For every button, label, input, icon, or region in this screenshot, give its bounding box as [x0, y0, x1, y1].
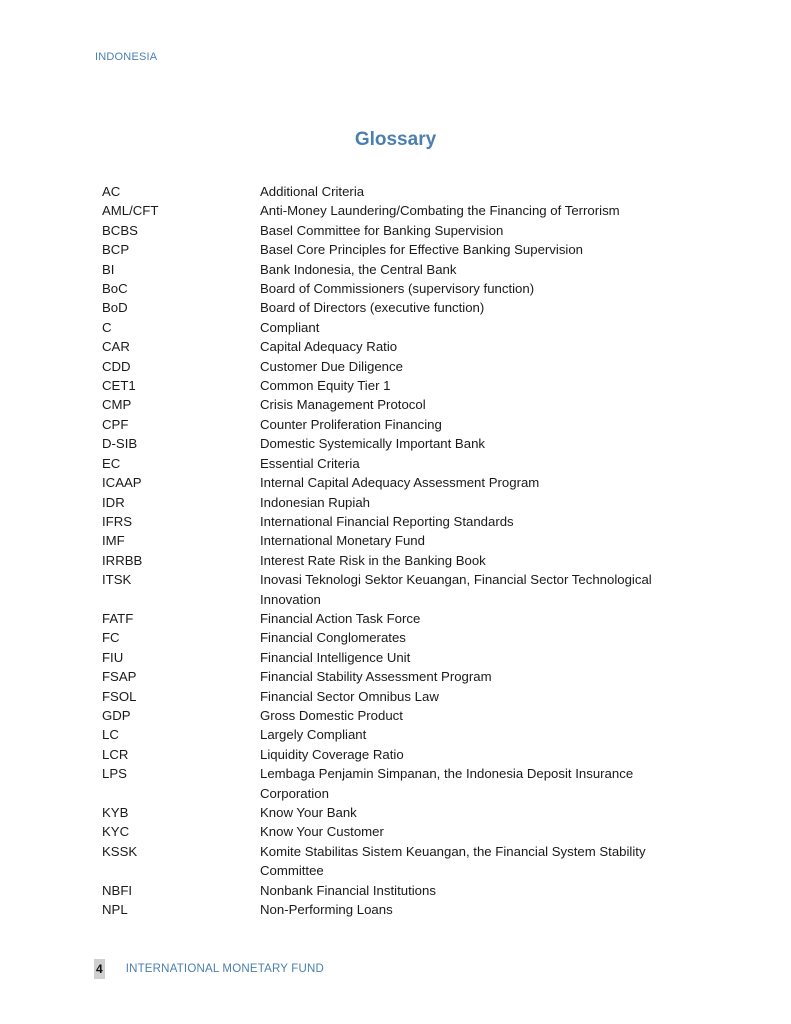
page-footer — [94, 959, 324, 979]
glossary-abbreviation: CAR — [102, 339, 130, 355]
glossary-entry — [102, 803, 702, 822]
glossary-abbreviation: ITSK — [102, 572, 132, 588]
glossary-abbreviation: FSOL — [102, 688, 137, 704]
glossary-abbreviation: BoD — [102, 300, 128, 316]
glossary-entry — [102, 687, 702, 706]
glossary-definition: Know Your Bank — [260, 805, 357, 820]
glossary-definition: Board of Commissioners (supervisory function) — [260, 281, 535, 297]
glossary-definition: Internal Capital Adequacy Assessment Program — [260, 475, 540, 491]
glossary-definition: Domestic Systemically Important Bank — [260, 436, 485, 452]
glossary-definition: Basel Committee for Banking Supervision — [260, 222, 504, 238]
glossary-definition: Common Equity Tier 1 — [260, 378, 391, 394]
glossary-abbreviation: FATF — [102, 610, 134, 626]
glossary-abbreviation: C — [102, 319, 112, 335]
glossary-definition: Financial Sector Omnibus Law — [260, 688, 439, 704]
glossary-definition: Customer Due Diligence — [260, 358, 403, 374]
glossary-definition: Indonesian Rupiah — [260, 494, 370, 510]
glossary-entry — [102, 551, 702, 570]
page-number: 4 — [94, 959, 105, 979]
glossary-entry — [102, 337, 702, 356]
glossary-abbreviation: CET1 — [102, 378, 136, 394]
glossary-entry — [102, 357, 702, 376]
glossary-abbreviation: D-SIB — [102, 436, 138, 452]
glossary-definition: Additional Criteria — [260, 184, 365, 199]
glossary-entry — [102, 531, 702, 550]
glossary-abbreviation: LC — [102, 727, 119, 743]
glossary-abbreviation: GDP — [102, 707, 131, 723]
glossary-entry — [102, 628, 702, 647]
glossary-entry — [102, 493, 702, 512]
running-header: INDONESIA — [95, 51, 158, 63]
glossary-abbreviation: BCP — [102, 242, 130, 258]
glossary-entry — [102, 279, 702, 298]
glossary-abbreviation: KSSK — [102, 843, 138, 859]
glossary-entry — [102, 881, 702, 900]
glossary-entry — [102, 454, 702, 473]
glossary-abbreviation: AC — [102, 184, 121, 199]
glossary-entry — [102, 822, 702, 841]
glossary-definition: Gross Domestic Product — [260, 707, 403, 723]
glossary-definition: Know Your Customer — [260, 824, 384, 840]
glossary-definition: Crisis Management Protocol — [260, 397, 426, 413]
glossary-entry — [102, 842, 702, 881]
glossary-definition: International Financial Reporting Standards — [260, 513, 514, 529]
glossary-entry — [102, 376, 702, 395]
glossary-entry — [102, 395, 702, 414]
glossary-definition: International Monetary Fund — [260, 533, 425, 549]
glossary-definition: Nonbank Financial Institutions — [260, 882, 436, 898]
glossary-entry — [102, 745, 702, 764]
glossary-entry — [102, 240, 702, 259]
glossary-definition: Bank Indonesia, the Central Bank — [260, 261, 457, 277]
glossary-abbreviation: EC — [102, 455, 121, 471]
glossary-entry — [102, 725, 702, 744]
glossary-entry — [102, 201, 702, 220]
glossary-abbreviation: BoC — [102, 281, 128, 297]
glossary-entry — [102, 609, 702, 628]
glossary-abbreviation: FC — [102, 630, 120, 646]
glossary-abbreviation: KYB — [102, 805, 129, 820]
glossary-definition: Lembaga Penjamin Simpanan, the Indonesia Deposit Insurance Corporation — [260, 766, 634, 801]
glossary-entry — [102, 473, 702, 492]
glossary-entry — [102, 648, 702, 667]
glossary-abbreviation: FSAP — [102, 669, 137, 685]
glossary-entry — [102, 764, 702, 803]
glossary-definition: Interest Rate Risk in the Banking Book — [260, 552, 486, 568]
glossary-abbreviation: LPS — [102, 766, 127, 782]
glossary-entry — [102, 512, 702, 531]
glossary-definition: Non-Performing Loans — [260, 902, 393, 918]
glossary-abbreviation: LCR — [102, 746, 129, 762]
glossary-abbreviation: CMP — [102, 397, 132, 413]
glossary-abbreviation: FIU — [102, 649, 124, 665]
glossary-definition: Essential Criteria — [260, 455, 360, 471]
page-title: Glossary — [354, 129, 437, 150]
glossary-entry — [102, 706, 702, 725]
glossary-entry — [102, 318, 702, 337]
glossary-abbreviation: CPF — [102, 416, 129, 432]
glossary-abbreviation: IMF — [102, 533, 125, 549]
glossary-abbreviation: KYC — [102, 824, 130, 840]
glossary-entry — [102, 182, 702, 201]
glossary-abbreviation: ICAAP — [102, 475, 142, 491]
glossary-abbreviation: NBFI — [102, 882, 133, 898]
footer-organization: INTERNATIONAL MONETARY FUND — [125, 963, 325, 975]
glossary-abbreviation: NPL — [102, 902, 128, 918]
glossary-definition: Compliant — [260, 319, 320, 335]
glossary-definition: Komite Stabilitas Sistem Keuangan, the Financial System Stability Committee — [260, 843, 646, 879]
glossary-definition: Largely Compliant — [260, 727, 367, 743]
glossary-entry — [102, 298, 702, 317]
glossary-abbreviation: AML/CFT — [102, 203, 159, 219]
glossary-entry — [102, 570, 702, 609]
glossary-list — [102, 182, 702, 919]
glossary-entry — [102, 434, 702, 453]
glossary-abbreviation: BCBS — [102, 222, 138, 238]
glossary-definition: Financial Action Task Force — [260, 610, 421, 626]
glossary-definition: Inovasi Teknologi Sektor Keuangan, Financial Sector Technological Innovation — [260, 572, 652, 607]
glossary-definition: Basel Core Principles for Effective Banking Supervision — [260, 242, 584, 258]
glossary-abbreviation: CDD — [102, 358, 131, 374]
glossary-entry — [102, 260, 702, 279]
glossary-definition: Liquidity Coverage Ratio — [260, 746, 404, 762]
glossary-entry — [102, 221, 702, 240]
glossary-definition: Capital Adequacy Ratio — [260, 339, 398, 355]
glossary-entry — [102, 900, 702, 919]
glossary-definition: Counter Proliferation Financing — [260, 416, 442, 432]
glossary-definition: Financial Stability Assessment Program — [260, 669, 492, 685]
glossary-definition: Board of Directors (executive function) — [260, 300, 485, 316]
glossary-entry — [102, 415, 702, 434]
glossary-definition: Financial Intelligence Unit — [260, 649, 411, 665]
glossary-entry — [102, 667, 702, 686]
glossary-definition: Anti-Money Laundering/Combating the Financing of Terrorism — [260, 203, 620, 219]
glossary-abbreviation: IRRBB — [102, 552, 143, 568]
glossary-abbreviation: IFRS — [102, 513, 133, 529]
glossary-abbreviation: BI — [102, 261, 115, 277]
glossary-abbreviation: IDR — [102, 494, 125, 510]
glossary-definition: Financial Conglomerates — [260, 630, 406, 646]
